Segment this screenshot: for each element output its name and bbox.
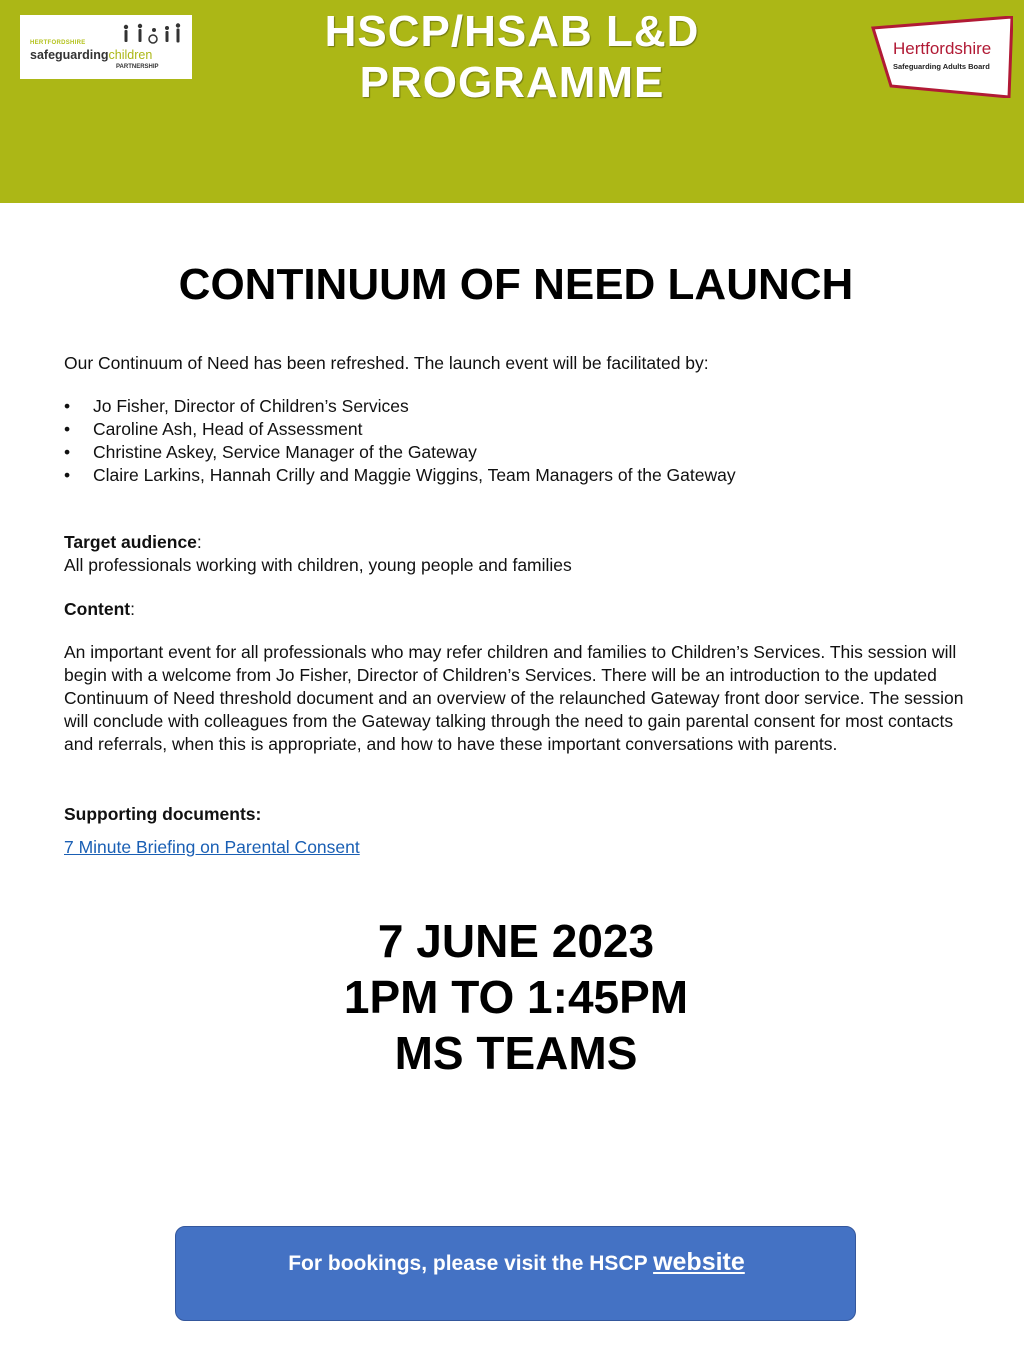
event-details bbox=[0, 913, 1024, 1081]
audience-label: Target audience bbox=[64, 532, 197, 552]
hsab-logo bbox=[871, 16, 1013, 98]
audience-heading: Target audience: bbox=[64, 532, 202, 552]
content-label: Content bbox=[64, 599, 131, 619]
facilitator-name: Christine Askey, Service Manager of the Gateway bbox=[93, 442, 477, 462]
booking-label: For bookings, please visit the HSCP bbox=[288, 1252, 648, 1275]
programme-title-line1: HSCP/HSAB L&D bbox=[324, 7, 700, 56]
logo-main-word: safeguarding bbox=[30, 48, 109, 62]
logo-accent-word: children bbox=[108, 48, 153, 62]
bullet-icon: • bbox=[64, 442, 71, 462]
programme-title-line2: PROGRAMME bbox=[359, 58, 665, 107]
list-item bbox=[64, 395, 736, 418]
list-item bbox=[64, 464, 736, 487]
hsab-logo-subtitle: Safeguarding Adults Board bbox=[893, 62, 990, 71]
booking-website-link[interactable]: website bbox=[653, 1248, 745, 1276]
bullet-icon: • bbox=[64, 396, 71, 416]
logo-sub-text: PARTNERSHIP bbox=[116, 64, 159, 70]
facilitator-name: Caroline Ash, Head of Assessment bbox=[93, 419, 363, 439]
intro-text: Our Continuum of Need has been refreshed. The launch event will be facilitated by: bbox=[64, 353, 709, 373]
event-time: 1PM TO 1:45PM bbox=[343, 971, 689, 1023]
supporting-documents-heading: Supporting documents: bbox=[64, 804, 262, 824]
bullet-icon: • bbox=[64, 465, 71, 485]
header-banner bbox=[0, 0, 1024, 203]
audience-text: All professionals working with children, young people and families bbox=[64, 555, 572, 575]
content-text: An important event for all professionals who may refer children and families to Children’s Services. This session will begin with a welcome from Jo Fisher, Director of Children’s Services. There will be an introduction to the updated Continuum of Need threshold document and an overview of the relaunched Gateway front door service. The session will conclude with colleagues from the Gateway talking through the need to gain parental consent for most contacts and referrals, when this is appropriate, and how to have these important conversations with parents. bbox=[64, 642, 964, 754]
event-date: 7 JUNE 2023 bbox=[377, 915, 655, 967]
bullet-icon: • bbox=[64, 419, 71, 439]
booking-text bbox=[176, 1248, 857, 1277]
facilitator-name: Claire Larkins, Hannah Crilly and Maggie Wiggins, Team Managers of the Gateway bbox=[93, 465, 736, 485]
event-venue: MS TEAMS bbox=[394, 1027, 638, 1079]
facilitator-list bbox=[64, 395, 736, 487]
content-heading: Content: bbox=[64, 599, 135, 619]
hsab-logo-title: Hertfordshire bbox=[893, 39, 992, 58]
event-title: CONTINUUM OF NEED LAUNCH bbox=[178, 260, 854, 309]
booking-banner bbox=[175, 1226, 856, 1321]
facilitator-name: Jo Fisher, Director of Children’s Services bbox=[93, 396, 409, 416]
list-item bbox=[64, 441, 736, 464]
logo-small-text: HERTFORDSHIRE bbox=[30, 40, 86, 46]
list-item bbox=[64, 418, 736, 441]
parental-consent-briefing-link[interactable]: 7 Minute Briefing on Parental Consent bbox=[64, 837, 360, 857]
